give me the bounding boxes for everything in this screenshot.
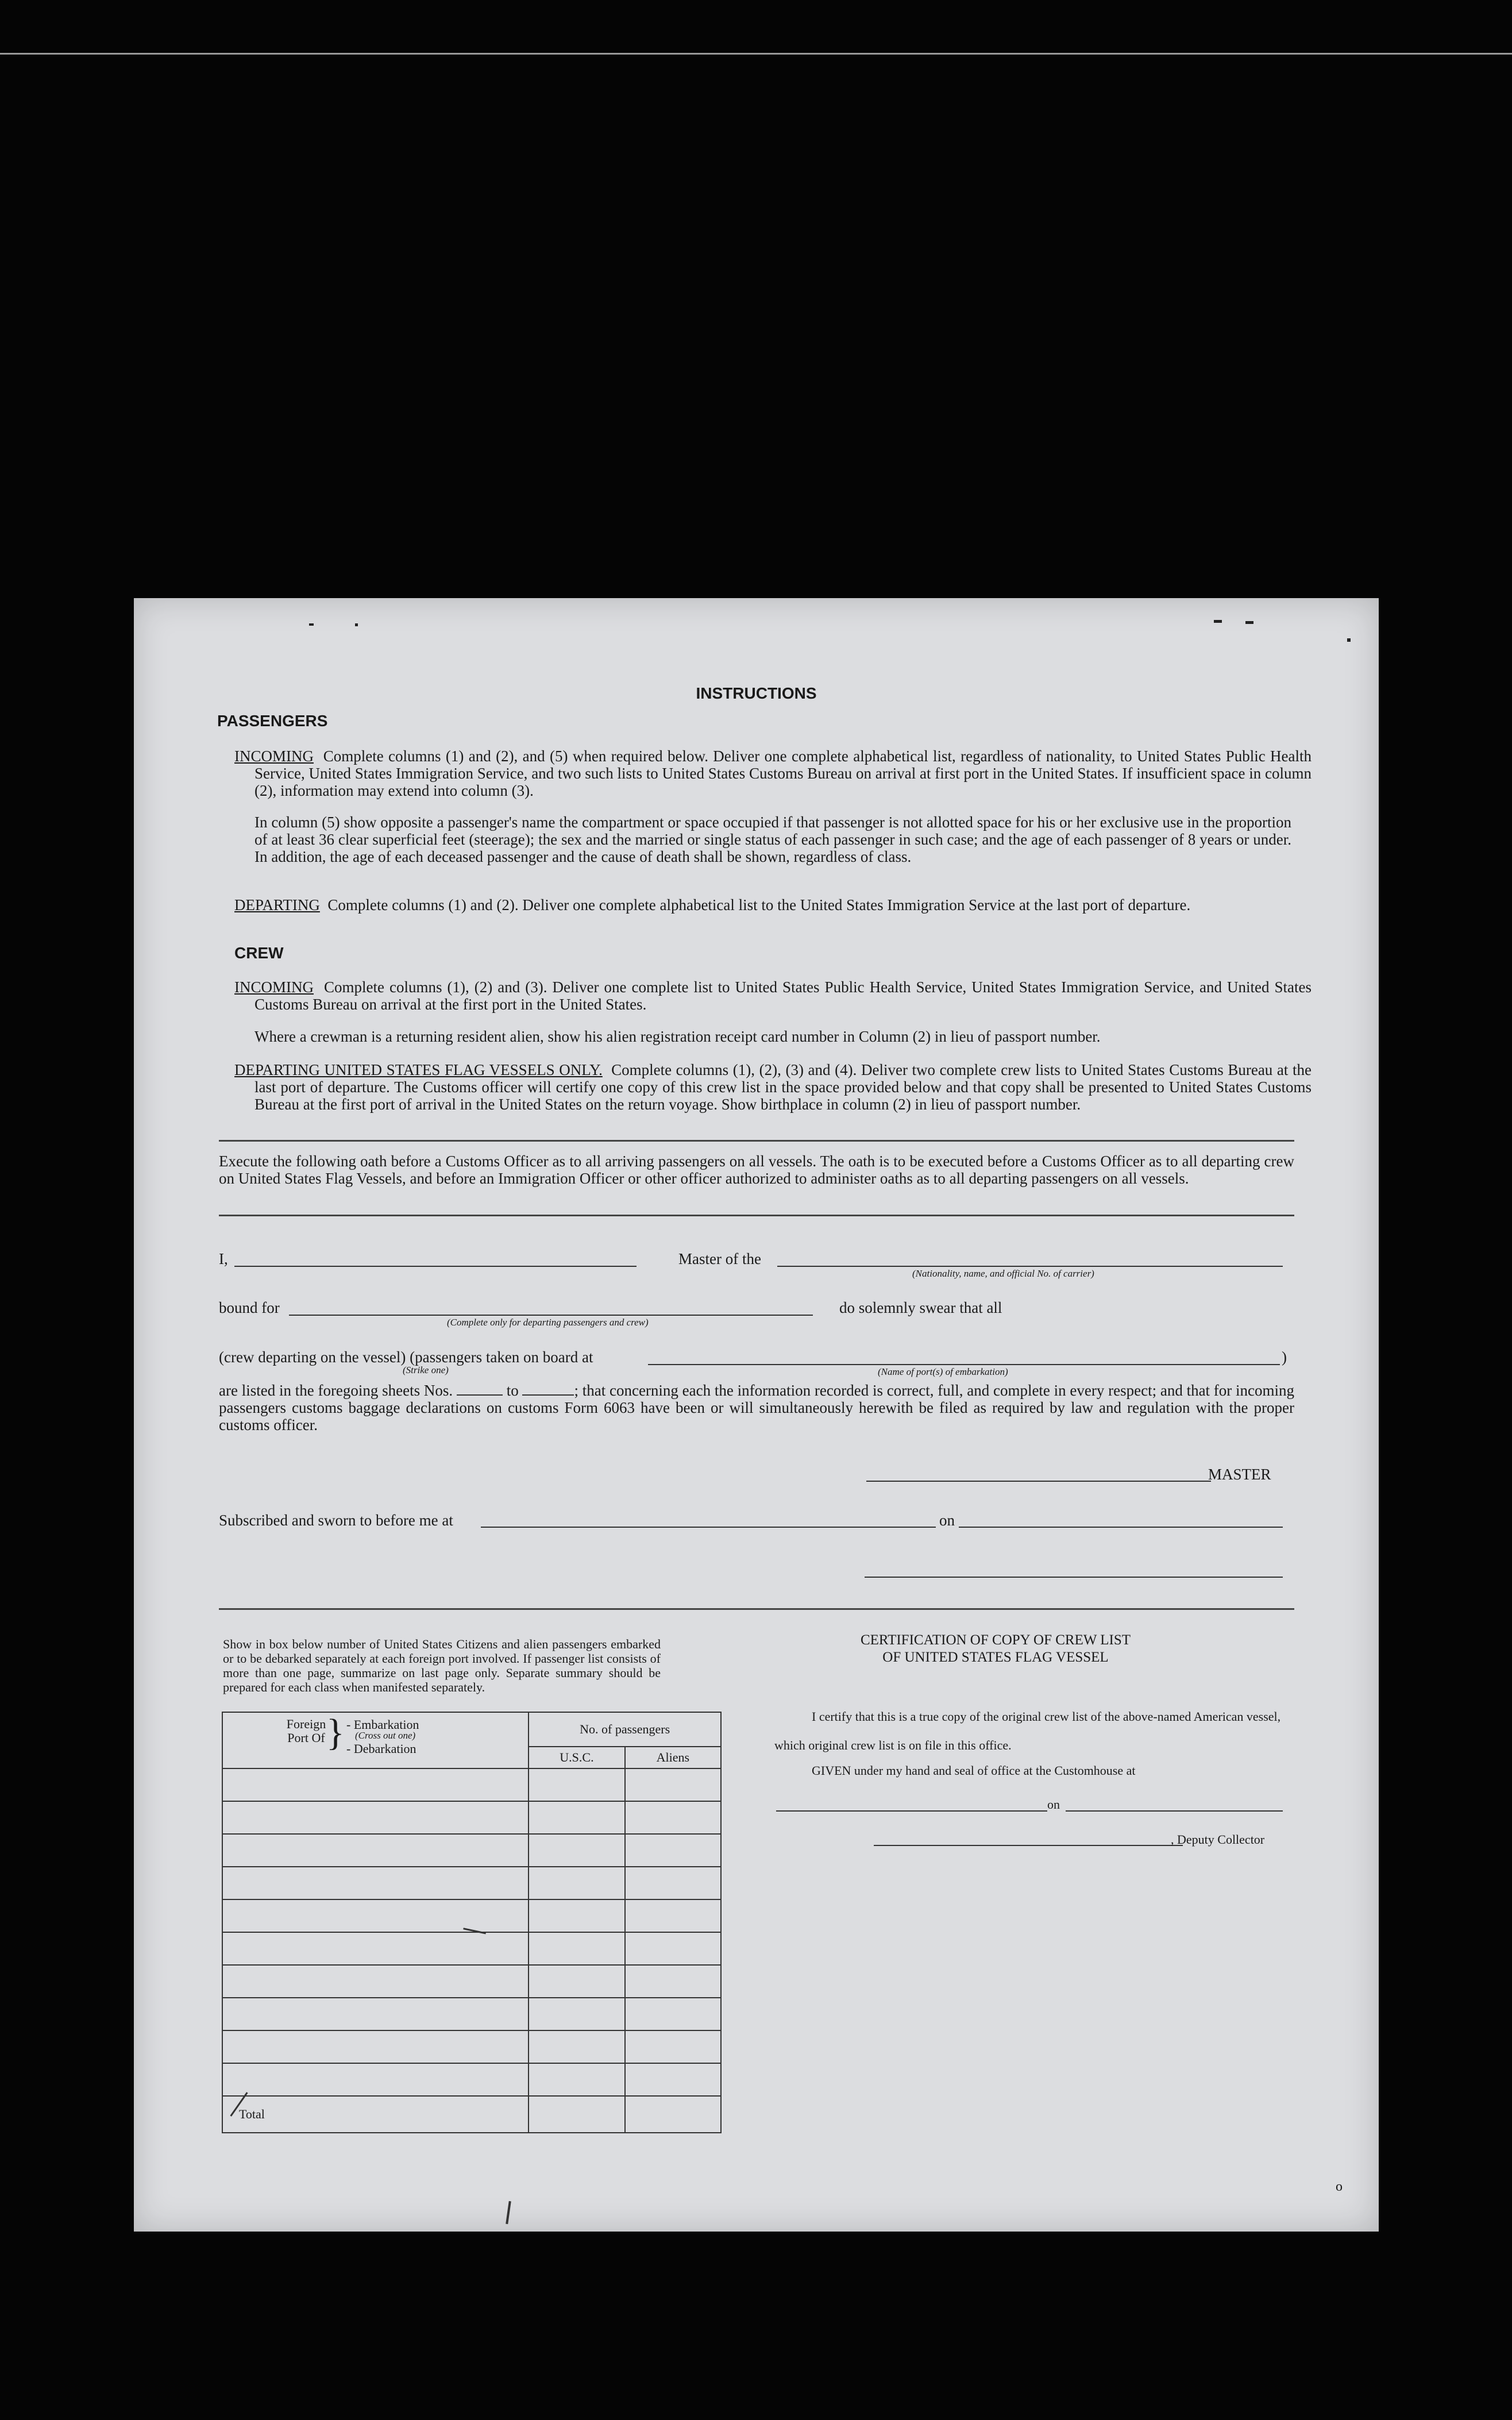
aliens-cell[interactable] (625, 1932, 721, 1965)
usc-cell[interactable] (529, 1965, 624, 1998)
aliens-cell[interactable] (625, 1867, 721, 1899)
scan-speck (1245, 621, 1253, 624)
passengers-departing-label: DEPARTING (234, 896, 320, 914)
table-row (222, 1965, 721, 1998)
handwritten-mark (506, 2201, 511, 2224)
debarkation-label: - Debarkation (346, 1741, 416, 1756)
port-cell[interactable] (222, 1899, 529, 1932)
oath-sheets-to: to (506, 1382, 519, 1399)
divider (219, 1140, 1294, 1142)
oath-bound-for: bound for (219, 1299, 280, 1316)
aliens-cell[interactable] (625, 1899, 721, 1932)
bound-for-caption: (Complete only for departing passengers and crew) (447, 1317, 649, 1328)
strike-one-caption: (Strike one) (403, 1365, 449, 1375)
table-row (222, 2030, 721, 2063)
oath-crew-passengers: (crew departing on the vessel) (passengers taken on board at (219, 1348, 593, 1366)
cross-out-caption: (Cross out one) (355, 1730, 416, 1741)
total-aliens-cell[interactable] (625, 2096, 721, 2133)
usc-cell[interactable] (529, 1768, 624, 1801)
aliens-cell[interactable] (625, 2030, 721, 2063)
subscribed-label: Subscribed and sworn to before me at (219, 1512, 453, 1529)
table-row (222, 2063, 721, 2096)
master-name-field[interactable] (234, 1266, 637, 1267)
crew-departing-label: DEPARTING UNITED STATES FLAG VESSELS ONLY. (234, 1061, 603, 1078)
port-cell[interactable] (222, 1998, 529, 2030)
oath-sheets-2: ; that concerning each the information recorded is correct, full, and complete in every respect; and that for incoming passengers customs baggage declarations on customs Form 6063 have been or will simultaneously herewith be filed as required by law and regulation with the proper customs officer. (219, 1382, 1295, 1433)
crew-departing (234, 1061, 1312, 1113)
aliens-header: Aliens (625, 1747, 721, 1768)
certification-title-1: CERTIFICATION OF COPY OF CREW LIST (860, 1632, 1131, 1648)
oath-close-paren: ) (1282, 1348, 1287, 1366)
aliens-cell[interactable] (625, 1965, 721, 1998)
oath-sheets-1: are listed in the foregoing sheets Nos. (219, 1382, 453, 1399)
port-cell[interactable] (222, 1801, 529, 1834)
scan-speck (355, 623, 358, 626)
crew-departing-text: Complete columns (1), (2), (3) and (4). Deliver two complete crew lists to United States Customs Bureau at the last port of departure. The Customs officer will certify one copy of this crew list in the space provided below and that copy shall be presented to United States Customs Bureau at the first port of arrival in the United States on the return voyage. Show birthplace in column (2) in lieu of passport number. (254, 1061, 1312, 1113)
ports-field[interactable] (648, 1364, 1280, 1365)
table-row (222, 1768, 721, 1801)
bound-for-field[interactable] (289, 1315, 813, 1316)
scan-speck (309, 623, 314, 626)
table-row (222, 1899, 721, 1932)
usc-cell[interactable] (529, 1899, 624, 1932)
port-cell[interactable] (222, 1834, 529, 1867)
aliens-cell[interactable] (625, 1801, 721, 1834)
customhouse-field[interactable] (776, 1810, 1047, 1812)
sworn-at-field[interactable] (481, 1527, 936, 1528)
crew-incoming (234, 978, 1312, 1013)
passengers-column5: In column (5) show opposite a passenger's name the compartment or space occupied if that passenger is not allotted space for his or her exclusive use in the proportion of at least 36 clear superficial feet (steerage); the sex and the married or single status of each passenger in such case; and the age of each passenger of 8 years or under. In addition, the age of each deceased passenger and the cause of death shall be shown, regardless of class. (254, 814, 1291, 865)
aliens-cell[interactable] (625, 1998, 721, 2030)
total-label: Total (222, 2096, 529, 2133)
aliens-cell[interactable] (625, 2063, 721, 2096)
oath-master-of: Master of the (678, 1250, 761, 1267)
carrier-field[interactable] (777, 1266, 1283, 1267)
crew-heading: CREW (234, 944, 284, 962)
passenger-summary-table (222, 1712, 722, 2133)
certification-on-label: on (1047, 1797, 1060, 1812)
crew-incoming-text: Complete columns (1), (2) and (3). Deliver one complete list to United States Public Health Service, United States Immigration Service, and United States Customs Bureau on arrival at the first port in the United States. (254, 978, 1312, 1013)
deputy-signature-field[interactable] (874, 1845, 1183, 1846)
port-cell[interactable] (222, 1768, 529, 1801)
embarkation-label: - Embarkation (346, 1717, 419, 1732)
usc-cell[interactable] (529, 1932, 624, 1965)
divider (219, 1215, 1294, 1216)
usc-cell[interactable] (529, 1834, 624, 1867)
passengers-incoming-label: INCOMING (234, 747, 314, 765)
sworn-on-label: on (939, 1512, 955, 1529)
no-passengers-header: No. of passengers (529, 1712, 721, 1747)
total-usc-cell[interactable] (529, 2096, 624, 2133)
master-signature-field[interactable] (866, 1481, 1211, 1482)
ports-caption: (Name of port(s) of embarkation) (878, 1366, 1008, 1377)
certification-date-field[interactable] (1066, 1810, 1283, 1812)
usc-cell[interactable] (529, 1998, 624, 2030)
sworn-date-field[interactable] (959, 1527, 1283, 1528)
table-row (222, 1801, 721, 1834)
port-cell[interactable] (222, 2030, 529, 2063)
scan-speck (1347, 638, 1351, 642)
brace-icon: } (326, 1712, 345, 1754)
port-cell[interactable] (222, 1867, 529, 1899)
foreign-port-of-label: Foreign Port Of (286, 1717, 326, 1745)
certification-text: I certify that this is a true copy of the original crew list of the above-named American vessel, which original crew list is on file in this office. (774, 1709, 1281, 1752)
carrier-caption: (Nationality, name, and official No. of carrier) (912, 1268, 1094, 1279)
passengers-incoming (234, 747, 1312, 799)
passengers-departing (234, 896, 1312, 914)
usc-cell[interactable] (529, 2063, 624, 2096)
table-row (222, 1998, 721, 2030)
aliens-cell[interactable] (625, 1834, 721, 1867)
total-row (222, 2096, 721, 2133)
certification-title-2: OF UNITED STATES FLAG VESSEL (882, 1650, 1109, 1665)
deputy-collector-label: , Deputy Collector (1171, 1832, 1265, 1847)
usc-cell[interactable] (529, 1867, 624, 1899)
film-frame-top-rule (0, 53, 1512, 55)
page-title: INSTRUCTIONS (696, 684, 817, 702)
form-page (134, 598, 1379, 2232)
sheet-to-field[interactable] (522, 1382, 574, 1396)
table-row (222, 1834, 721, 1867)
page-corner-mark: o (1336, 2179, 1343, 2194)
aliens-cell[interactable] (625, 1768, 721, 1801)
master-label: MASTER (1208, 1466, 1271, 1483)
divider (219, 1608, 1294, 1610)
port-cell[interactable] (222, 2063, 529, 2096)
summary-note: Show in box below number of United States Citizens and alien passengers embarked or to be debarked separately at each foreign port involved. If passenger list consists of more than one page, summarize on last page only. Separate summary should be prepared for each class when manifested separately. (223, 1637, 661, 1694)
usc-header: U.S.C. (529, 1747, 624, 1768)
passengers-heading: PASSENGERS (217, 712, 328, 730)
officer-signature-field[interactable] (865, 1577, 1283, 1578)
oath-sheets-clause (219, 1382, 1294, 1433)
sheet-from-field[interactable] (457, 1382, 503, 1396)
oath-swear: do solemnly swear that all (839, 1299, 1002, 1316)
oath-intro: Execute the following oath before a Customs Officer as to all arriving passengers on all vessels. The oath is to be executed before a Customs Officer as to all departing crew on United States Flag Vessels, and before an Immigration Officer or other officer authorized to administer oaths as to all departing passengers on all vessels. (219, 1153, 1294, 1187)
oath-i-label: I, (219, 1250, 228, 1267)
usc-cell[interactable] (529, 2030, 624, 2063)
passengers-departing-text: Complete columns (1) and (2). Deliver one complete alphabetical list to the United States Immigration Service at the last port of departure. (327, 896, 1191, 914)
passengers-incoming-text: Complete columns (1) and (2), and (5) when required below. Deliver one complete alphabetical list, regardless of nationality, to United States Public Health Service, United States Immigration Service, and two such lists to United States Customs Bureau on arrival at first port in the United States. If insufficient space in column (2), information may extend into column (3). (254, 747, 1312, 799)
port-cell[interactable] (222, 1965, 529, 1998)
usc-cell[interactable] (529, 1801, 624, 1834)
scan-speck (1214, 620, 1222, 623)
table-row (222, 1867, 721, 1899)
crew-resident: Where a crewman is a returning resident alien, show his alien registration receipt card number in Column (2) in lieu of passport number. (254, 1028, 1101, 1045)
certification-given: GIVEN under my hand and seal of office at the Customhouse at (812, 1763, 1136, 1778)
port-header-cell (222, 1712, 529, 1768)
crew-incoming-label: INCOMING (234, 978, 314, 996)
